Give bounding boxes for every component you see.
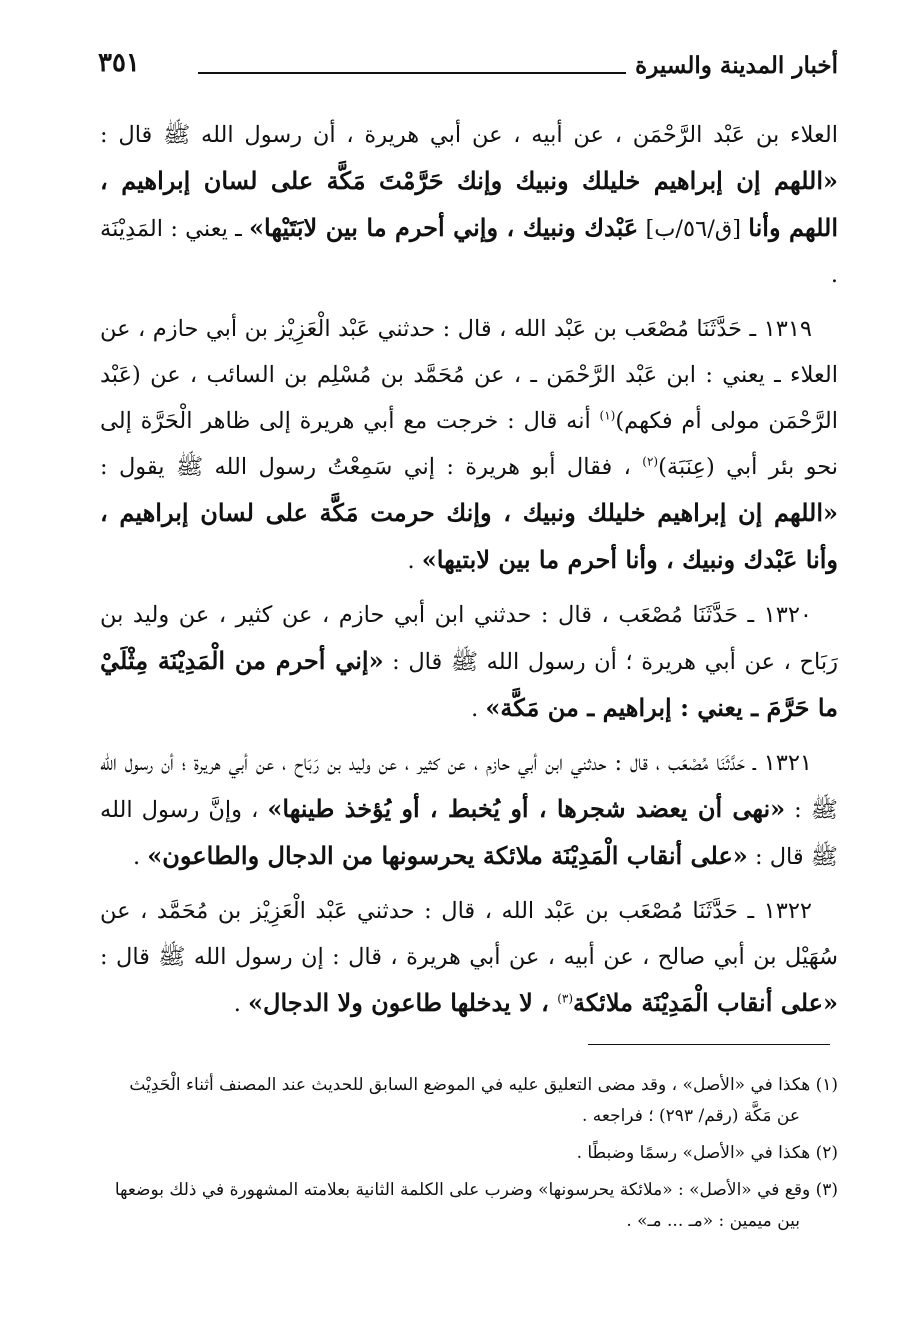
quoted-hadith: «اللهم إن إبراهيم خليلك ونبيك وإنك حَرَّمْتَ مَكَّة على لسان إبراهيم ، اللهم وأنا [100,166,838,242]
hadith-paragraph [100,112,838,298]
main-text [100,112,838,1035]
quoted-hadith: «على أنقاب الْمَدِيْنَة ملائكة [573,988,838,1017]
footnote-item [100,1175,838,1237]
hadith-paragraph [100,306,838,584]
hadith-paragraph [100,888,838,1027]
manuscript-folio-marker: [ق/٥٦/ب] [638,216,749,242]
footnote-text-continued: عن مَكَّة (رقم/ ٢٩٣) ؛ فراجعه . [581,1106,800,1126]
footnote-item [100,1070,838,1132]
text-segment: ١٣٢٢ ـ حَدَّثَنَا مُصْعَب بن عَبْد الله ، قال : حدثني عَبْد الْعَزِيْز بن مُحَمَّد ، عن سُهَيْل بن أبي صالح ، عن أبيه ، عن أبي هريرة ، قال : إن رسول الله ﷺ قال : [100,898,838,970]
quoted-hadith: «اللهم إن إبراهيم خليلك ونبيك ، وإنك حرمت مَكَّة على لسان إبراهيم ، وأنا عَبْدك ونبيك ، وأنا أحرم ما بين لابتيها» [100,498,838,574]
footnotes [100,1070,838,1243]
footnote-text: (٢) هكذا في «الأصل» رسمًا وضبطًا . [576,1143,838,1163]
quoted-hadith: «على أنقاب الْمَدِيْنَة ملائكة يحرسونها من الدجال والطاعون» [147,841,748,870]
quoted-hadith: عَبْدك ونبيك ، وإني أحرم ما بين لابَتَيْها» [249,213,639,242]
text-segment: أنه قال : خرجت مع أبي هريرة إلى ظاهر الْحَرَّة إلى نحو بئر أبي (عِنَبَة) [100,408,838,480]
footnote-ref[interactable]: (٣) [557,991,574,1006]
text-segment: ١٣٢١ ـ حَدَّثَنَا مُصْعَب ، قال : حدثني ابن أبي حازم ، عن كثير ، عن وليد بن رَبَاح ، عن أبي هريرة ؛ أن رسول الله ﷺ : [100,750,838,823]
footnote-text-continued: بين ميمين : «مـ ... مـ» . [626,1211,800,1231]
page-header [98,48,838,92]
text-segment: ، فقال أبو هريرة : إني سَمِعْتُ رسول الله ﷺ يقول : [100,454,643,480]
quoted-hadith: ، لا يدخلها طاعون ولا الدجال» [248,988,558,1017]
text-segment: . [132,844,148,870]
footnote-item [100,1138,838,1169]
text-segment: . [407,548,422,574]
hadith-paragraph [100,740,838,880]
footnote-ref[interactable]: (١) [599,408,616,423]
text-segment: . [233,991,249,1017]
text-segment: . [471,696,486,722]
footnote-text: (١) هكذا في «الأصل» ، وقد مضى التعليق عليه في الموضع السابق للحديث عند المصنف أثناء الْحَدِيْث [129,1075,838,1095]
text-segment: العلاء بن عَبْد الرَّحْمَن ، عن أبيه ، عن أبي هريرة ، أن رسول الله ﷺ قال : [100,122,838,148]
footnote-separator [588,1044,830,1045]
quoted-hadith: «إني أحرم من الْمَدِيْنَة مِثْلَيْ ما حَرَّمَ ـ يعني : إبراهيم ـ من مَكَّة» [100,646,838,722]
quoted-hadith: «نهى أن يعضد شجرها ، أو يُخبط ، أو يُؤخذ طينها» [267,794,786,823]
header-rule [198,72,626,74]
page-number: ٣٥١ [98,48,140,78]
running-title: أخبار المدينة والسيرة [635,52,838,79]
hadith-paragraph [100,592,838,732]
text-segment: ـ يعني : المَدِيْنَة . [100,216,838,288]
footnote-ref[interactable]: (٢) [642,454,659,469]
text-segment: ، وإنَّ رسول الله ﷺ قال : [100,797,838,870]
text-segment: ١٣٢٠ ـ حَدَّثَنَا مُصْعَب ، قال : حدثني ابن أبي حازم ، عن كثير ، عن وليد بن رَبَاح ، عن أبي هريرة ؛ أن رسول الله ﷺ قال : [100,602,838,675]
footnote-text: (٣) وقع في «الأصل» : «ملائكة يحرسونها» وضرب على الكلمة الثانية بعلامته المشهورة في ذلك بوضعها [114,1180,838,1200]
text-segment: ١٣١٩ ـ حَدَّثَنَا مُصْعَب بن عَبْد الله ، قال : حدثني عَبْد الْعَزِيْز بن أبي حازم ، عن العلاء ـ يعني : ابن عَبْد الرَّحْمَن ـ ، عن مُحَمَّد بن مُسْلِم بن السائب ، عن (عَبْد الرَّحْمَن مولى أم فكهم) [100,316,838,434]
